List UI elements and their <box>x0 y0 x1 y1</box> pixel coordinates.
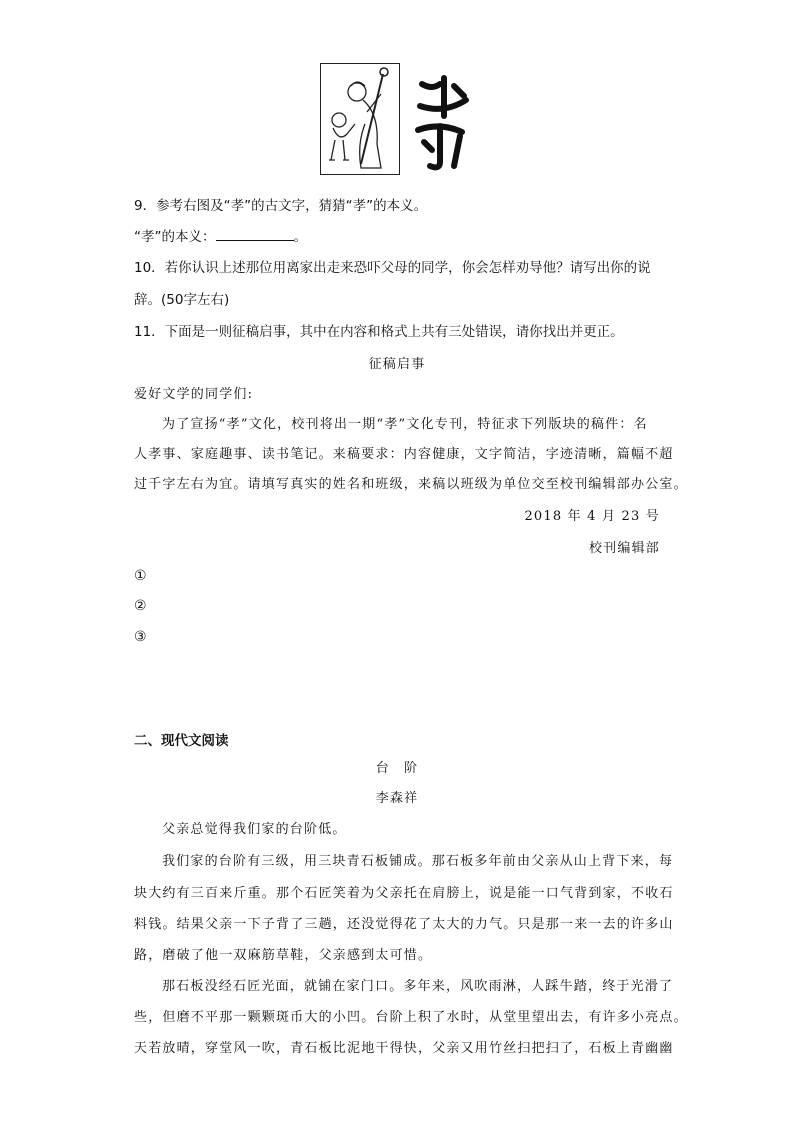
elder-child-drawing <box>321 64 399 174</box>
paragraph-2-line3: 料钱。结果父亲一下子背了三趟，还没觉得花了太大的力气。只是那一来一去的许多山 <box>134 917 674 932</box>
ancient-xiao-character-icon <box>410 70 474 175</box>
answer-marker-3: ③ <box>134 629 147 645</box>
question-10-line1: 10．若你认识上述那位用离家出走来恐吓父母的同学，你会怎样劝导他？请写出你的说 <box>134 260 651 276</box>
answer-period: 。 <box>293 229 307 245</box>
paragraph-2-line1: 我们家的台阶有三级，用三块青石板铺成。那石板多年前由父亲从山上背下来，每 <box>162 854 674 869</box>
paragraph-2-line4: 路，磨破了他一双麻筋草鞋，父亲感到太可惜。 <box>134 948 433 963</box>
notice-body-line1: 为了宣扬“孝”文化，校刊将出一期“孝”文化专刊，特征求下列版块的稿件：名 <box>162 417 648 432</box>
notice-title: 征稿启事 <box>368 357 426 372</box>
notice-body-line2: 人孝事、家庭趣事、读书笔记。来稿要求：内容健康，文字简洁，字迹清晰，篇幅不超 <box>134 447 674 462</box>
answer-marker-1: ① <box>134 568 147 584</box>
article-title: 台 阶 <box>375 761 419 776</box>
notice-body-line3: 过千字左右为宜。请填写真实的姓名和班级，来稿以班级为单位交至校刊编辑部办公室。 <box>134 477 688 492</box>
article-author: 李森祥 <box>375 791 419 806</box>
answer-blank[interactable] <box>216 228 294 241</box>
notice-date: 2018 年 4 月 23 号 <box>524 509 660 524</box>
paragraph-2-line2: 块大约有三百来斤重。那个石匠笑着为父亲托在肩膀上，说是能一口气背到家，不收石 <box>134 886 674 901</box>
paragraph-1: 父亲总觉得我们家的台阶低。 <box>162 822 347 837</box>
paragraph-3-line1: 那石板没经石匠光面，就铺在家门口。多年来，风吹雨淋，人踩牛踏，终于光滑了 <box>162 979 674 994</box>
notice-greeting: 爱好文学的同学们: <box>134 387 254 402</box>
answer-marker-2: ② <box>134 598 147 614</box>
notice-signature: 校刊编辑部 <box>588 541 660 556</box>
elder-carrying-child-illustration <box>320 63 400 175</box>
section-heading: 二、现代文阅读 <box>134 733 229 749</box>
question-10-line2: 辞。(50字左右) <box>134 292 230 308</box>
question-9-answer-line <box>134 225 307 245</box>
paragraph-3-line2: 些，但磨不平那一颗颗斑币大的小凹。台阶上积了水时，从堂里望出去，有许多小亮点。 <box>134 1010 688 1025</box>
question-9: 9．参考右图及“孝”的古文字，猜猜“孝”的本义。 <box>134 198 428 214</box>
paragraph-3-line3: 天若放晴，穿堂风一吹，青石板比泥地干得快，父亲又用竹丝扫把扫了，石板上青幽幽 <box>134 1041 674 1056</box>
question-11: 11．下面是一则征稿启事，其中在内容和格式上共有三处错误，请你找出并更正。 <box>134 324 624 340</box>
answer-label: “孝”的本义： <box>134 229 216 245</box>
